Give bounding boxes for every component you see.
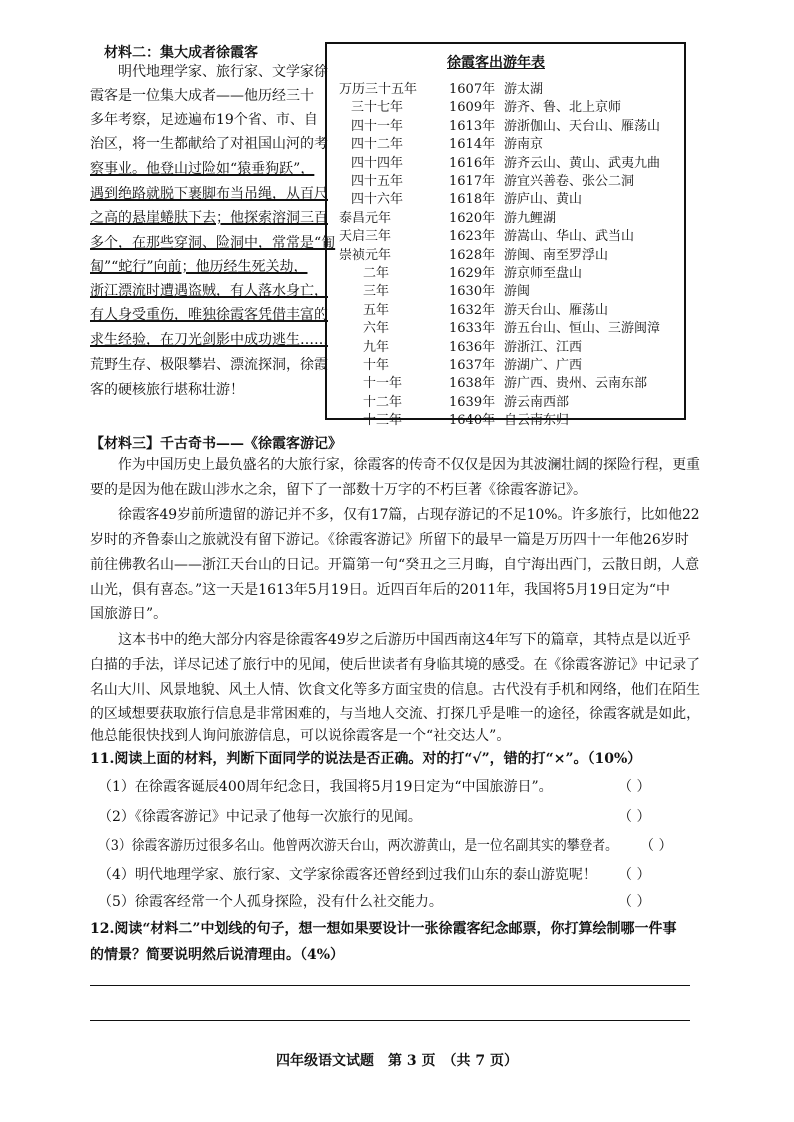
material3-line: 名山大川、风景地貌、风土人情、饮食文化等多方面宝贵的信息。古代没有手机和网络，他们在陌生 [90,682,700,698]
table-cell-destination: 游庐山、黄山 [504,192,583,208]
table-cell-year: 1609年 [449,100,496,116]
table-cell-era: 万历三十五年 [339,82,418,97]
table-cell-destination: 游闽、南至罗浮山 [504,247,609,263]
table-cell-destination: 游闽 [504,284,531,300]
question-11-statement: （1）在徐霞客诞辰400周年纪念日，我国将5月19日定为“中国旅游日”。 [98,779,553,795]
material2-line: 察事业。他登山过险如“猿垂狗跃”， [90,161,315,177]
table-cell-year: 1637年 [449,358,496,373]
question-11-statement: （4）明代地理学家、旅行家、文学家徐霞客还曾经到过我们山东的泰山游览呢！ [98,867,597,883]
material2-line: 浙江漂流时遭遇盗贼，有人落水身亡， [90,283,328,299]
answer-parentheses[interactable]: （ ） [640,838,673,854]
table-cell-year: 1613年 [449,118,496,134]
table-cell-era: 十三年 [363,413,403,429]
table-cell-era: 泰昌元年 [339,210,392,226]
material3-line: 这本书中的绝大部分内容是徐霞客49岁之后游历中国西南这4年写下的篇章，其特点是以近乎 [118,632,691,648]
material2-line: 荒野生存、极限攀岩、漂流探洞，徐霞 [90,357,328,373]
table-cell-destination: 游九鲤湖 [504,210,557,226]
table-cell-destination: 游湖广、广西 [504,358,583,373]
table-cell-destination: 游五台山、恒山、三游闽漳 [504,321,661,337]
table-cell-year: 1639年 [449,394,496,410]
question-11-statement: （2）《徐霞客游记》中记录了他每一次旅行的见闻。 [98,809,422,825]
material3-line: 白描的手法，详尽记述了旅行中的见闻，使后世读者有身临其境的感受。在《徐霞客游记》中记录了 [90,657,700,673]
table-cell-era: 四十六年 [351,192,404,208]
table-cell-destination: 游天台山、雁荡山 [504,302,609,318]
material3-line: 要的是因为他在跋山涉水之余，留下了一部数十万字的不朽巨著《徐霞客游记》。 [90,482,587,498]
material2-line: 之高的悬崖蜷肤下去；他探索溶洞三百 [90,210,328,226]
table-cell-destination: 游宜兴善卷、张公二洞 [504,174,635,189]
table-cell-destination: 游浙伽山、天台山、雁荡山 [504,118,661,134]
table-cell-era: 十一年 [363,376,403,392]
table-cell-destination: 游齐云山、黄山、武夷九曲 [504,155,661,171]
answer-parentheses[interactable]: （ ） [618,894,651,910]
answer-parentheses[interactable]: （ ） [618,867,651,883]
table-cell-era: 三年 [363,284,390,300]
material3-line: 的区域想要获取旅行信息是非常困难的，与当地人交流、打探几乎是唯一的途径，徐霞客就是如此， [90,706,700,722]
material2-line: 有人身受重伤，唯独徐霞客凭借丰富的 [90,307,328,323]
table-cell-year: 1640年 [449,413,496,429]
table-cell-destination: 自云南东归 [504,413,570,429]
table-cell-destination: 游南京 [504,137,544,153]
table-cell-year: 1616年 [449,155,496,171]
table-title: 徐霞客出游年表 [447,55,545,71]
table-cell-destination: 游齐、鲁、北上京师 [504,100,622,116]
material3-line: 作为中国历史上最负盛名的大旅行家，徐霞客的传奇不仅仅是因为其波澜壮阔的探险行程，更重 [118,457,700,473]
table-cell-era: 六年 [363,321,390,337]
answer-parentheses[interactable]: （ ） [618,779,651,795]
table-cell-year: 1620年 [449,210,496,226]
table-cell-destination: 游嵩山、华山、武当山 [504,229,635,245]
table-cell-year: 1629年 [449,266,496,281]
material3-line: 国旅游日”。 [90,606,168,622]
table-cell-destination: 游京师至盘山 [504,266,583,281]
material2-line: 匐”“蛇行”向前；他历经生死关劫， [90,259,308,275]
material2-title: 材料二：集大成者徐霞客 [104,45,258,61]
table-cell-year: 1623年 [449,229,496,245]
page-footer: 四年级语文试题 第 3 页 （共 7 页） [276,1053,518,1069]
question-11-statement: （5）徐霞客经常一个人孤身探险，没有什么社交能力。 [98,894,443,910]
table-cell-year: 1614年 [449,137,496,153]
question-12-line-2: 的情景？简要说明然后说清理由。（4%） [90,947,345,963]
table-cell-era: 三十七年 [351,100,404,116]
material2-line: 治区，将一生都献给了对祖国山河的考 [90,136,328,152]
table-cell-year: 1618年 [449,192,496,208]
question-11-statement: （3）徐霞客游历过很多名山。他曾两次游天台山，两次游黄山，是一位名副其实的攀登者。 [98,838,618,854]
answer-line[interactable] [90,1020,690,1021]
material3-line: 他总能很快找到人询问旅游信息，可以说徐霞客是一个“社交达人”。 [90,728,511,744]
material3-title: 【材料三】千古奇书——《徐霞客游记》 [90,436,342,452]
material3-line: 徐霞客49岁前所遗留的游记并不多，仅有17篇，占现存游记的不足10%。许多旅行，比如他22 [118,507,700,523]
table-cell-era: 天启三年 [339,229,392,245]
material2-line: 明代地理学家、旅行家、文学家徐 [118,64,328,80]
table-cell-destination: 游太湖 [504,82,544,97]
table-cell-era: 四十四年 [351,155,404,171]
material2-line: 多个，在那些穿洞、险洞中，常常是“匍 [90,235,336,251]
table-cell-year: 1617年 [449,174,496,189]
answer-parentheses[interactable]: （ ） [618,809,651,825]
table-cell-year: 1638年 [449,376,496,392]
material2-line: 霞客是一位集大成者——他历经三十 [90,88,314,104]
table-cell-era: 崇祯元年 [339,247,392,263]
material2-line: 遇到绝路就脱下裹脚布当吊绳，从百尺 [90,186,328,202]
table-cell-era: 四十一年 [351,118,404,134]
table-cell-era: 十年 [363,358,390,373]
material2-line: 求生经验，在刀光剑影中成功逃生…… [90,332,328,348]
table-cell-year: 1628年 [449,247,496,263]
table-cell-era: 四十五年 [351,174,404,189]
table-cell-era: 四十二年 [351,137,404,153]
question-11-heading: 11.阅读上面的材料，判断下面同学的说法是否正确。对的打“√”，错的打“×”。（10%） [90,751,642,767]
table-cell-destination: 游广西、贵州、云南东部 [504,376,648,392]
table-cell-year: 1633年 [449,321,496,337]
table-cell-era: 十二年 [363,394,403,410]
material3-line: 前往佛教名山——浙江天台山的日记。开篇第一句“癸丑之三月晦，自宁海出西门，云散日朗，人意 [90,557,700,573]
table-cell-destination: 游浙江、江西 [504,339,583,355]
material2-line: 多年考察，足迹遍布19个省、市、自 [90,112,318,128]
material3-line: 山光，俱有喜态。”这一天是1613年5月19日。近四百年后的2011年，我国将5月19日定为“中 [90,582,671,598]
table-cell-year: 1632年 [449,302,496,318]
table-cell-era: 九年 [363,339,390,355]
table-cell-era: 二年 [363,266,390,281]
table-cell-destination: 游云南西部 [504,394,570,410]
question-12-line-1: 12.阅读“材料二”中划线的句子，想一想如果要设计一张徐霞客纪念邮票，你打算绘制哪一件事 [90,921,677,937]
answer-line[interactable] [90,985,690,986]
table-cell-year: 1636年 [449,339,496,355]
material3-line: 岁时的齐鲁泰山之旅就没有留下游记。《徐霞客游记》所留下的最早一篇是万历四十一年他26岁时 [90,532,689,548]
travel-timeline-table [325,42,686,429]
table-cell-era: 五年 [363,302,390,318]
table-cell-year: 1630年 [449,284,496,300]
table-cell-year: 1607年 [449,82,496,97]
material2-line: 客的硬核旅行堪称壮游！ [90,382,244,398]
